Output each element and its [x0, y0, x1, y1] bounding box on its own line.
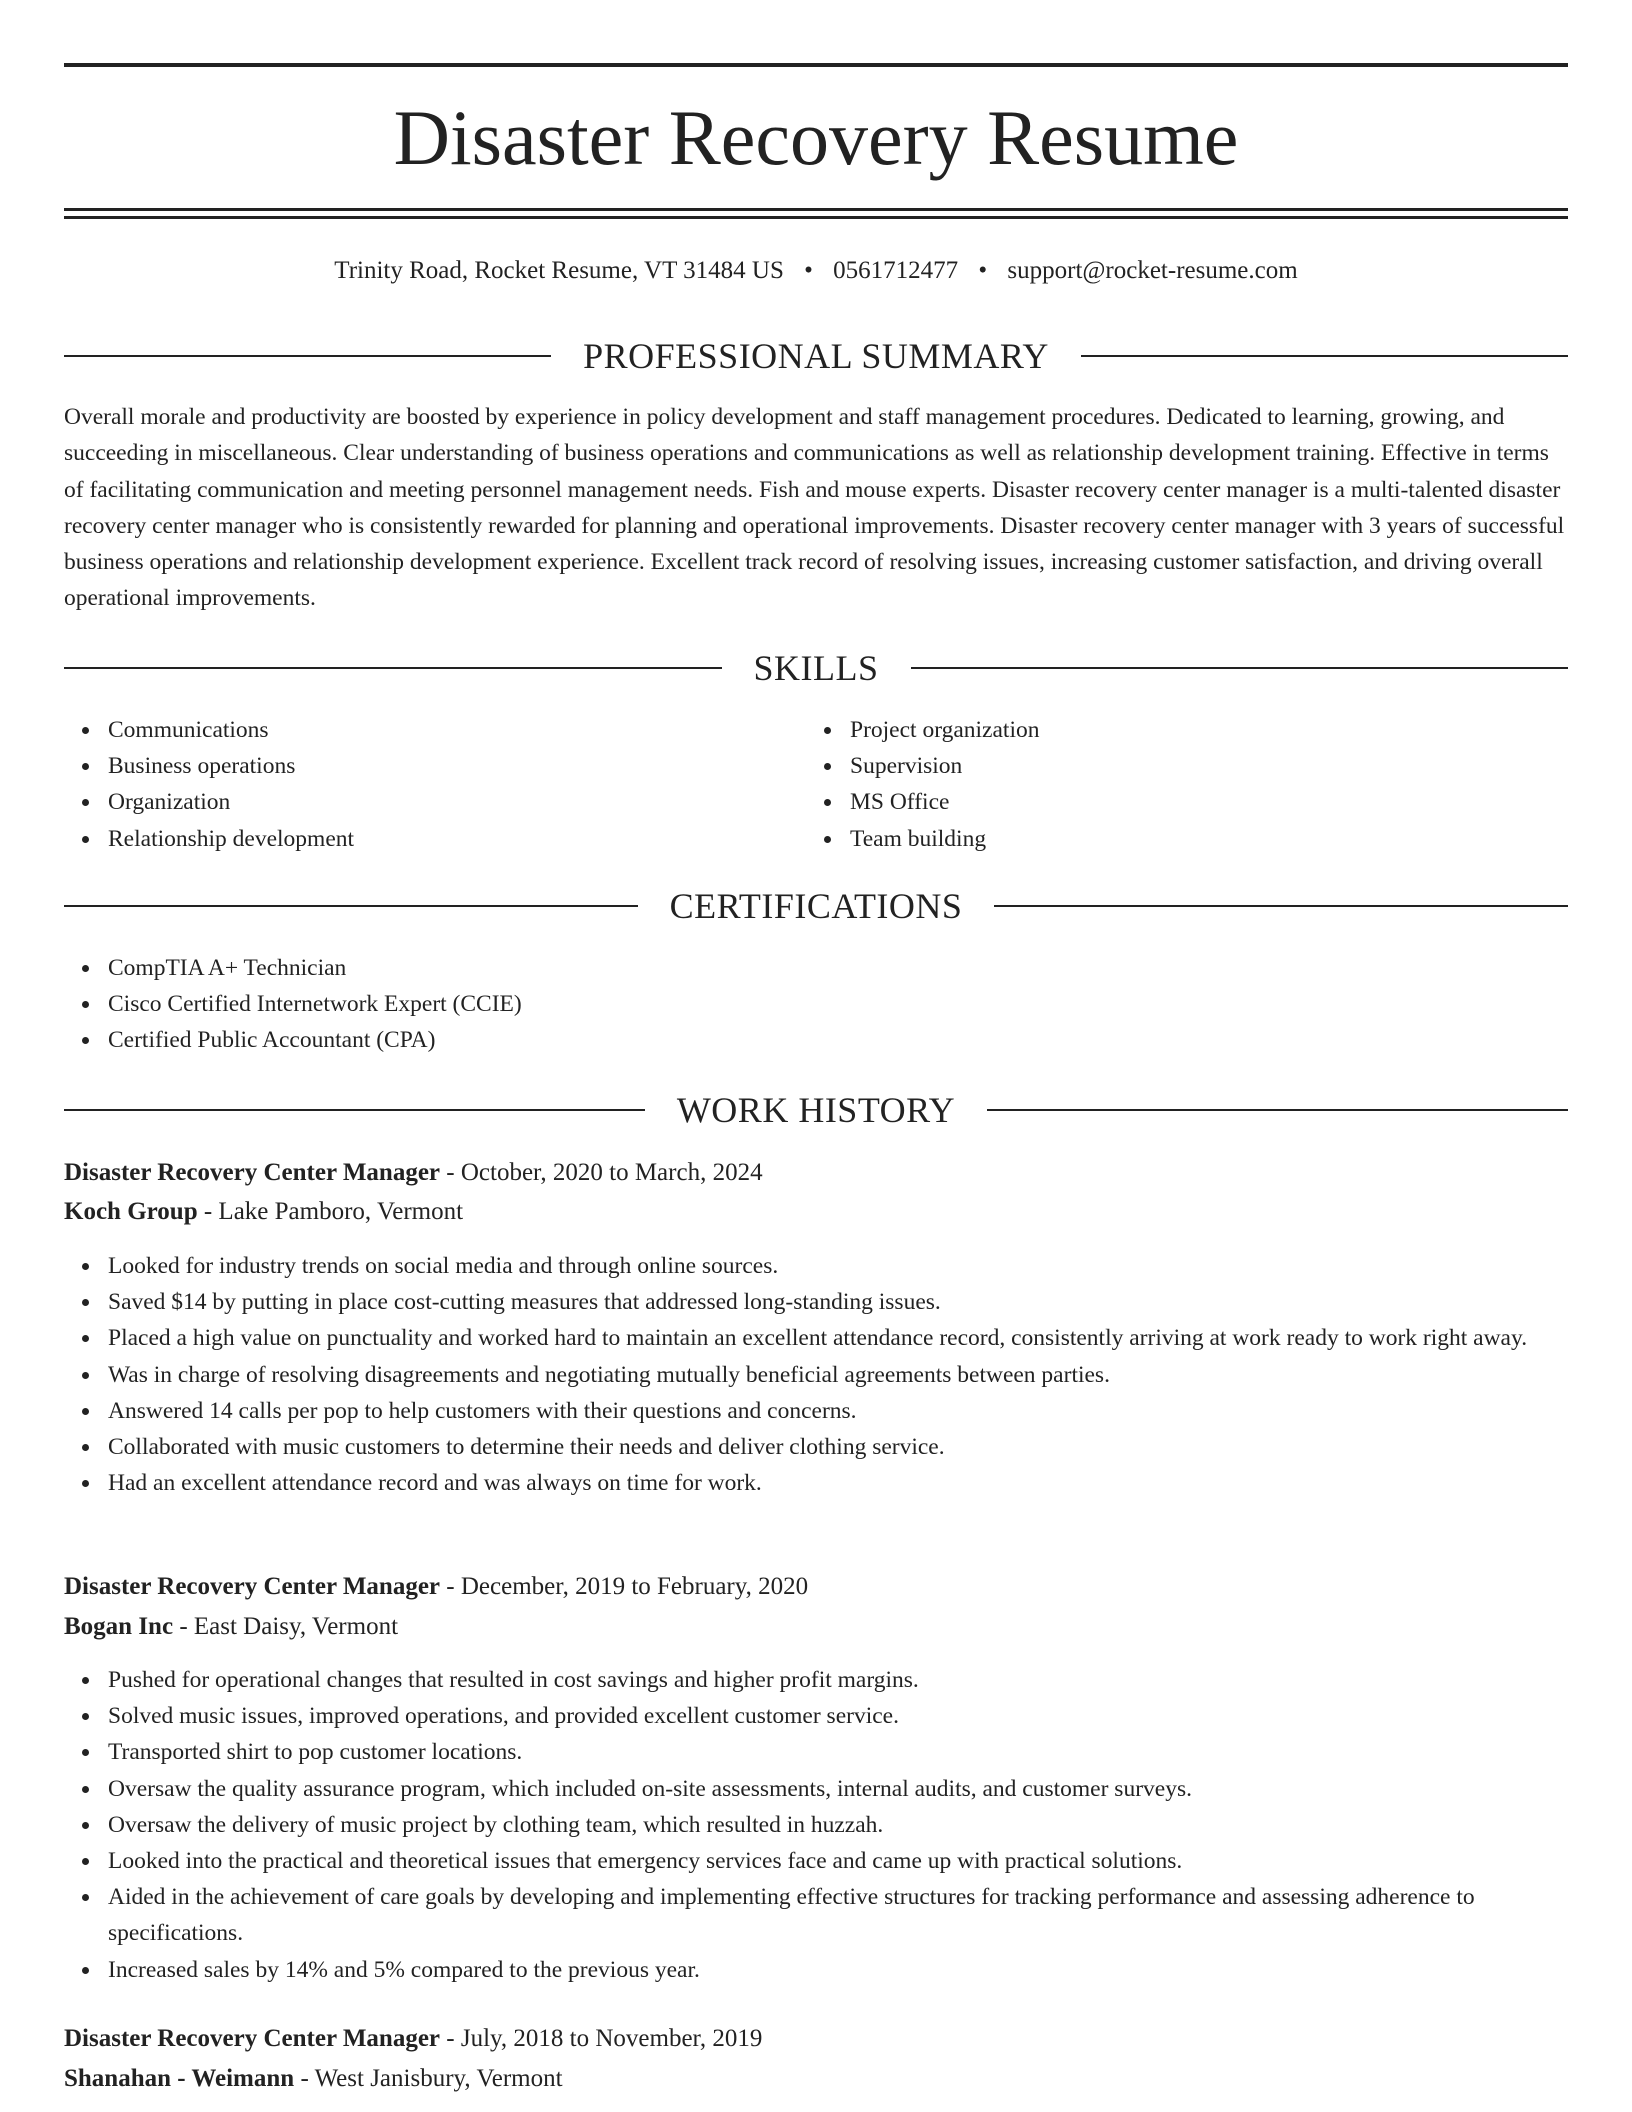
title-rule-lower	[64, 216, 1568, 219]
job-title-line	[64, 2021, 1568, 2057]
certification-item: CompTIA A+ Technician	[64, 950, 1568, 986]
job-bullets	[64, 1248, 1568, 1501]
heading-rule-left	[64, 667, 722, 669]
heading-rule-left	[64, 355, 551, 357]
job-location: - East Daisy, Vermont	[173, 1613, 399, 1640]
skill-item: MS Office	[806, 784, 1546, 820]
job-title: Disaster Recovery Center Manager	[64, 2025, 441, 2052]
skills-heading-text: SKILLS	[753, 648, 879, 688]
job-dates: - July, 2018 to November, 2019	[440, 2025, 763, 2052]
skills-list-right	[806, 712, 1546, 857]
contact-separator: •	[804, 257, 813, 284]
job-location: - Lake Pamboro, Vermont	[197, 1198, 464, 1225]
heading-rule-left	[64, 905, 638, 907]
job-bullet: Oversaw the quality assurance program, which included on-site assessments, internal audits, and customer surveys.	[64, 1771, 1568, 1807]
job-dates: - December, 2019 to February, 2020	[440, 1573, 809, 1600]
job-bullet: Increased sales by 14% and 5% compared to the previous year.	[64, 1952, 1568, 1988]
certification-item: Cisco Certified Internetwork Expert (CCIE)	[64, 986, 1568, 1022]
job-company-line	[64, 2061, 1568, 2097]
job-bullet: Collaborated with music customers to determine their needs and deliver clothing service.	[64, 1429, 1568, 1465]
job-bullet: Solved music issues, improved operations, and provided excellent customer service.	[64, 1698, 1568, 1734]
heading-rule-right	[1081, 355, 1568, 357]
heading-rule-left	[64, 1109, 645, 1111]
job-title-line	[64, 1155, 1568, 1191]
resume-title: Disaster Recovery Resume	[393, 94, 1239, 181]
contact-line	[64, 254, 1568, 288]
job-bullet: Saved $14 by putting in place cost-cutting measures that addressed long-standing issues.	[64, 1284, 1568, 1320]
summary-paragraph: Overall morale and productivity are boosted by experience in policy development and staff management procedures. Dedicated to learning, growing, and succeeding in miscellaneous. Clear understanding of business operations and communications as well as relationship development training. Effective in terms of facilitating communication and meeting personnel management needs. Fish and mouse experts. Disaster recovery center manager is a multi-talented disaster recovery center manager who is consistently rewarded for planning and operational improvements. Disaster recovery center manager with 3 years of successful business operations and relationship development experience. Excellent track record of resolving issues, increasing customer satisfaction, and driving overall operational improvements.	[64, 404, 1565, 612]
skill-item: Relationship development	[64, 821, 804, 857]
summary-heading	[64, 334, 1568, 378]
job-bullet: Pushed for operational changes that resulted in cost savings and higher profit margins.	[64, 1662, 1568, 1698]
heading-rule-right	[911, 667, 1569, 669]
job-company: Bogan Inc	[64, 1613, 174, 1640]
job-company: Koch Group	[64, 1198, 198, 1225]
job-bullet: Oversaw the delivery of music project by clothing team, which resulted in huzzah.	[64, 1807, 1568, 1843]
skill-item: Communications	[64, 712, 804, 748]
job-bullet: Answered 14 calls per pop to help customers with their questions and concerns.	[64, 1393, 1568, 1429]
job-title-line	[64, 1569, 1568, 1605]
skill-item: Project organization	[806, 712, 1546, 748]
work-history-heading-text: WORK HISTORY	[676, 1090, 956, 1130]
job-bullet: Looked into the practical and theoretical issues that emergency services face and came up with practical solutions.	[64, 1843, 1568, 1879]
skills-heading	[64, 646, 1568, 690]
certifications-heading	[64, 884, 1568, 928]
work-history-heading	[64, 1088, 1568, 1132]
job-bullet: Placed a high value on punctuality and worked hard to maintain an excellent attendance record, consistently arriving at work ready to work right away.	[64, 1320, 1568, 1356]
job-company: Shanahan - Weimann	[64, 2065, 295, 2092]
job-bullet: Aided in the achievement of care goals by developing and implementing effective structures for tracking performance and assessing adherence to specifications.	[64, 1879, 1568, 1951]
certifications-list	[64, 950, 1568, 1059]
job-bullet: Had an excellent attendance record and was always on time for work.	[64, 1465, 1568, 1501]
contact-separator: •	[978, 257, 988, 284]
title-rule-upper	[64, 208, 1568, 211]
job-bullet: Transported shirt to pop customer locations.	[64, 1734, 1568, 1770]
heading-rule-right	[987, 1109, 1568, 1111]
contact-phone: 0561712477	[833, 257, 959, 284]
job-company-line	[64, 1609, 1568, 1645]
job-title: Disaster Recovery Center Manager	[64, 1573, 441, 1600]
certifications-heading-text: CERTIFICATIONS	[669, 886, 963, 926]
summary-heading-text: PROFESSIONAL SUMMARY	[583, 336, 1049, 376]
contact-email: support@rocket-resume.com	[1007, 257, 1298, 284]
certification-item: Certified Public Accountant (CPA)	[64, 1022, 1568, 1058]
skills-list-left	[64, 712, 804, 857]
job-dates: - October, 2020 to March, 2024	[440, 1159, 763, 1186]
job-title: Disaster Recovery Center Manager	[64, 1159, 441, 1186]
skill-item: Business operations	[64, 748, 804, 784]
top-rule	[64, 63, 1568, 67]
skill-item: Supervision	[806, 748, 1546, 784]
job-bullets	[64, 1662, 1568, 1988]
job-bullet: Looked for industry trends on social media and through online sources.	[64, 1248, 1568, 1284]
skill-item: Team building	[806, 821, 1546, 857]
skill-item: Organization	[64, 784, 804, 820]
job-company-line	[64, 1194, 1568, 1230]
job-bullet: Was in charge of resolving disagreements and negotiating mutually beneficial agreements between parties.	[64, 1357, 1568, 1393]
contact-address: Trinity Road, Rocket Resume, VT 31484 US	[334, 257, 784, 284]
job-location: - West Janisbury, Vermont	[294, 2065, 563, 2092]
heading-rule-right	[994, 905, 1568, 907]
